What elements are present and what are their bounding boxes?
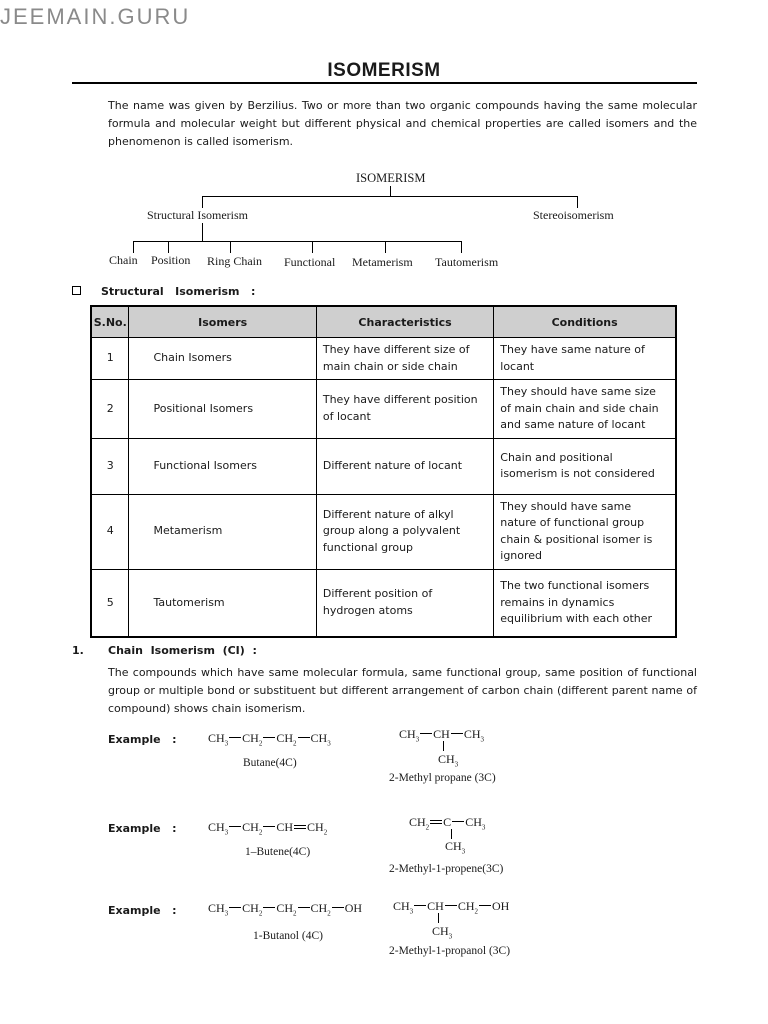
bond-line — [443, 741, 444, 751]
table-row — [91, 494, 676, 569]
structural-isomerism-table — [90, 305, 677, 638]
cell-isomer: Metamerism — [129, 494, 316, 569]
chain-isomerism-paragraph: The compounds which have same molecular formula, same functional group, same position of functional group or multiple bond or substituent but different arrangement of carbon chain (different parent name of compound) shows chain isomerism. — [108, 666, 697, 715]
tree-child-functional: Functional — [284, 255, 336, 269]
methylpropanol-formula: $CH_3$ CH $CH_2$ OH — [393, 899, 510, 916]
tree-line — [168, 241, 169, 253]
cell-sno: 3 — [91, 438, 129, 494]
table-row — [91, 569, 676, 637]
methyl-branch: $CH_3$ — [445, 839, 466, 856]
example-3-left-name: 1-Butanol (4C) — [253, 930, 323, 942]
tree-line — [202, 196, 578, 197]
tree-stereo: Stereoisomerism — [533, 208, 614, 222]
page-title: ISOMERISM — [327, 60, 441, 81]
methylpropane-formula: $CH_3$ CH $CH_3$ — [399, 727, 485, 744]
cell-isomer: Tautomerism — [129, 569, 316, 637]
table-row — [91, 380, 676, 439]
cell-sno: 1 — [91, 338, 129, 380]
cell-characteristics: They have different size of main chain or side chain — [316, 338, 493, 380]
cell-conditions: Chain and positional isomerism is not considered — [494, 438, 676, 494]
example-1-left-name: Butane(4C) — [243, 757, 297, 769]
section-title: Chain Isomerism (CI) : — [108, 644, 257, 657]
col-header-characteristics: Characteristics — [316, 306, 493, 338]
bond-line — [438, 913, 439, 923]
cell-isomer: Positional Isomers — [129, 380, 316, 439]
cell-conditions: They should have same nature of functional group chain & positional isomer is ignored — [494, 494, 676, 569]
methyl-branch: $CH_3$ — [438, 752, 459, 769]
cell-characteristics: Different nature of locant — [316, 438, 493, 494]
butane-formula: $CH_3$ $CH_2$ $CH_2$ $CH_3$ — [208, 731, 331, 748]
tree-child-ring-chain: Ring Chain — [207, 254, 263, 268]
tree-line — [577, 196, 578, 208]
tree-child-tautomerism: Tautomerism — [435, 255, 499, 269]
bond-line — [451, 829, 452, 839]
cell-isomer: Functional Isomers — [129, 438, 316, 494]
example-label: Example : — [108, 822, 177, 835]
tree-child-chain: Chain — [109, 253, 138, 267]
example-label: Example : — [108, 904, 177, 917]
tree-child-position: Position — [151, 253, 191, 267]
tree-line — [385, 241, 386, 253]
example-2-right-name: 2-Methyl-1-propene(3C) — [389, 863, 504, 875]
example-2-left-name: 1–Butene(4C) — [245, 846, 311, 858]
tree-line — [390, 186, 391, 196]
cell-conditions: They have same nature of locant — [494, 338, 676, 380]
structural-isomerism-heading — [72, 285, 255, 298]
tree-line — [133, 241, 134, 253]
cell-conditions: The two functional isomers remains in dynamics equilibrium with each other — [494, 569, 676, 637]
tree-line — [312, 241, 313, 253]
cell-sno: 2 — [91, 380, 129, 439]
methylpropene-formula: $CH_2$ C $CH_3$ — [409, 815, 486, 832]
isomerism-tree — [0, 0, 768, 300]
intro-paragraph: The name was given by Berzilius. Two or more than two organic compounds having the same molecular formula and molecular weight but different physical and chemical properties are called isomers and the phenomenon is called isomerism. — [108, 99, 697, 148]
table-row — [91, 338, 676, 380]
cell-sno: 4 — [91, 494, 129, 569]
structural-heading-text: Structural Isomerism : — [101, 285, 256, 298]
cell-characteristics: Different position of hydrogen atoms — [316, 569, 493, 637]
table-row — [91, 438, 676, 494]
section-chain-isomerism-heading — [72, 644, 257, 657]
cell-isomer: Chain Isomers — [129, 338, 316, 380]
tree-structural: Structural Isomerism — [147, 208, 248, 222]
example-3-right-name: 2-Methyl-1-propanol (3C) — [389, 945, 511, 957]
methyl-branch: $CH_3$ — [432, 924, 453, 941]
tree-line — [230, 241, 231, 253]
butanol-formula: $CH_3$ $CH_2$ $CH_2$ $CH_2$ OH — [208, 901, 363, 918]
tree-root: ISOMERISM — [356, 171, 426, 185]
cell-characteristics: They have different position of locant — [316, 380, 493, 439]
cell-conditions: They should have same size of main chain and side chain and same nature of locant — [494, 380, 676, 439]
col-header-isomers: Isomers — [129, 306, 316, 338]
watermark: JEEMAIN.GURU — [0, 4, 191, 29]
tree-child-metamerism: Metamerism — [352, 255, 413, 269]
example-1-right-name: 2-Methyl propane (3C) — [389, 772, 496, 784]
butene-formula: $CH_3$ $CH_2$ CH $CH_2$ — [208, 820, 328, 837]
table-header-row — [91, 306, 676, 338]
checkbox-bullet-icon — [72, 286, 81, 295]
cell-characteristics: Different nature of alkyl group along a polyvalent functional group — [316, 494, 493, 569]
col-header-conditions: Conditions — [494, 306, 676, 338]
tree-line — [202, 196, 203, 208]
tree-line — [133, 241, 462, 242]
tree-line — [202, 223, 203, 241]
example-label: Example : — [108, 733, 177, 746]
cell-sno: 5 — [91, 569, 129, 637]
tree-line — [461, 241, 462, 253]
col-header-sno: S.No. — [91, 306, 129, 338]
section-number: 1. — [72, 644, 84, 657]
